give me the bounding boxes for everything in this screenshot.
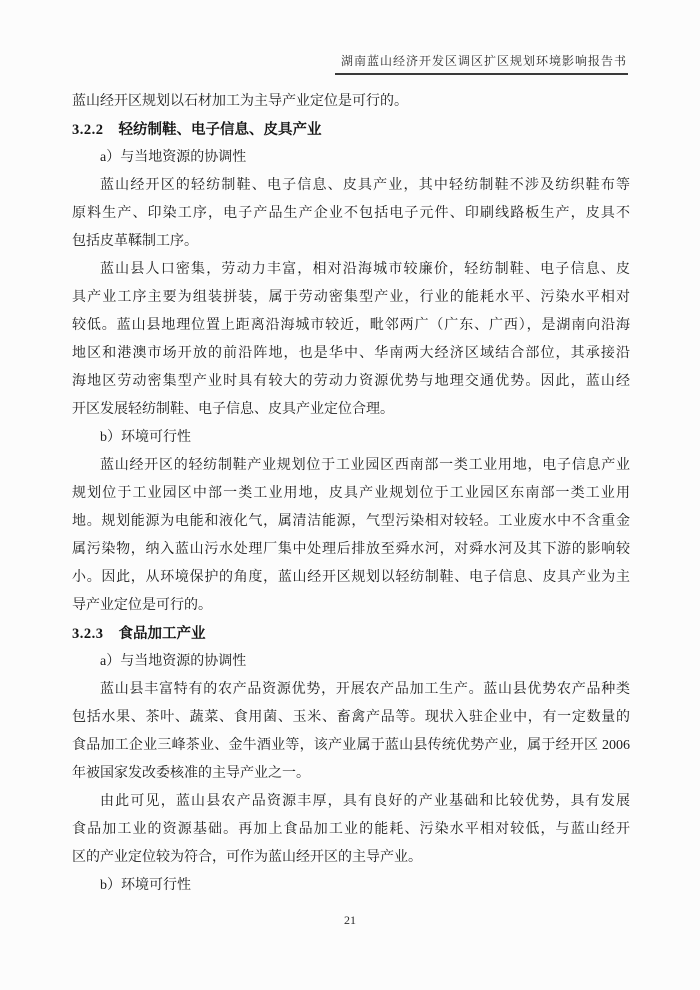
paragraph-line: 食品加工企业三峰茶业、金牛酒业等，该产业属于蓝山县传统优势产业，属于经开区 2006 <box>72 738 630 753</box>
section-heading <box>72 116 630 144</box>
paragraph-line: 蓝山县丰富特有的农产品资源优势，开展农产品加工生产。蓝山县优势农产品种类 <box>100 682 630 697</box>
subsection-label: a）与当地资源的协调性 <box>100 150 247 165</box>
paragraph-line: 地。规划能源为电能和液化气，属清洁能源，气型污染相对较轻。工业废水中不含重金 <box>72 514 630 529</box>
subsection-label: b）环境可行性 <box>100 430 191 445</box>
paragraph-line: 海地区劳动密集型产业时具有较大的劳动力资源优势与地理交通优势。因此，蓝山经 <box>72 374 630 389</box>
section-number: 3.2.2 <box>72 122 104 138</box>
paragraph-line: 蓝山经开区的轻纺制鞋产业规划位于工业园区西南部一类工业用地，电子信息产业 <box>100 458 630 473</box>
section-number: 3.2.3 <box>72 626 104 642</box>
paragraph-line: 地区和港澳市场开放的前沿阵地，也是华中、华南两大经济区域结合部位，其承接沿 <box>72 346 630 361</box>
paragraph-line: 区的产业定位较为符合，可作为蓝山经开区的主导产业。 <box>72 850 422 865</box>
header-title: 湖南蓝山经济开发区调区扩区规划环境影响报告书 <box>335 52 628 75</box>
subsection-label: a）与当地资源的协调性 <box>100 654 247 669</box>
paragraph-line: 具产业工序主要为组装拼装，属于劳动密集型产业，行业的能耗水平、污染水平相对 <box>72 290 630 305</box>
paragraph-line: 蓝山经开区规划以石材加工为主导产业定位是可行的。 <box>72 94 408 109</box>
paragraph-line: 年被国家发改委核准的主导产业之一。 <box>72 766 310 781</box>
section-title: 轻纺制鞋、电子信息、皮具产业 <box>118 122 322 138</box>
paragraph-line: 属污染物，纳入蓝山污水处理厂集中处理后排放至舜水河，对舜水河及其下游的影响较 <box>72 542 630 557</box>
paragraph-line: 由此可见，蓝山县农产品资源丰厚，具有良好的产业基础和比较优势，具有发展 <box>100 794 630 809</box>
subsection-label: b）环境可行性 <box>100 878 191 893</box>
paragraph-line: 包括皮革鞣制工序。 <box>72 234 198 249</box>
paragraph-line: 原料生产、印染工序，电子产品生产企业不包括电子元件、印刷线路板生产，皮具不 <box>72 206 630 221</box>
paragraph-line: 蓝山县人口密集，劳动力丰富，相对沿海城市较廉价，轻纺制鞋、电子信息、皮 <box>100 262 630 277</box>
paragraph-line: 导产业定位是可行的。 <box>72 598 212 613</box>
paragraph-line: 蓝山经开区的轻纺制鞋、电子信息、皮具产业，其中轻纺制鞋不涉及纺织鞋布等 <box>100 178 630 193</box>
paragraph-line: 开区发展轻纺制鞋、电子信息、皮具产业定位合理。 <box>72 402 394 417</box>
page-number: 21 <box>344 913 356 927</box>
section-heading <box>72 620 630 648</box>
section-title: 食品加工产业 <box>118 626 206 642</box>
page-header <box>72 52 628 75</box>
page-footer <box>0 913 700 928</box>
paragraph-line: 小。因此，从环境保护的角度，蓝山经开区规划以轻纺制鞋、电子信息、皮具产业为主 <box>72 570 630 585</box>
document-body <box>72 88 630 900</box>
paragraph-line: 较低。蓝山县地理位置上距离沿海城市较近，毗邻两广（广东、广西），是湖南向沿海 <box>72 318 630 333</box>
paragraph-line: 食品加工业的资源基础。再加上食品加工业的能耗、污染水平相对较低，与蓝山经开 <box>72 822 630 837</box>
paragraph-line: 规划位于工业园区中部一类工业用地，皮具产业规划位于工业园区东南部一类工业用 <box>72 486 630 501</box>
paragraph-line: 包括水果、茶叶、蔬菜、食用菌、玉米、畜禽产品等。现状入驻企业中，有一定数量的 <box>72 710 630 725</box>
